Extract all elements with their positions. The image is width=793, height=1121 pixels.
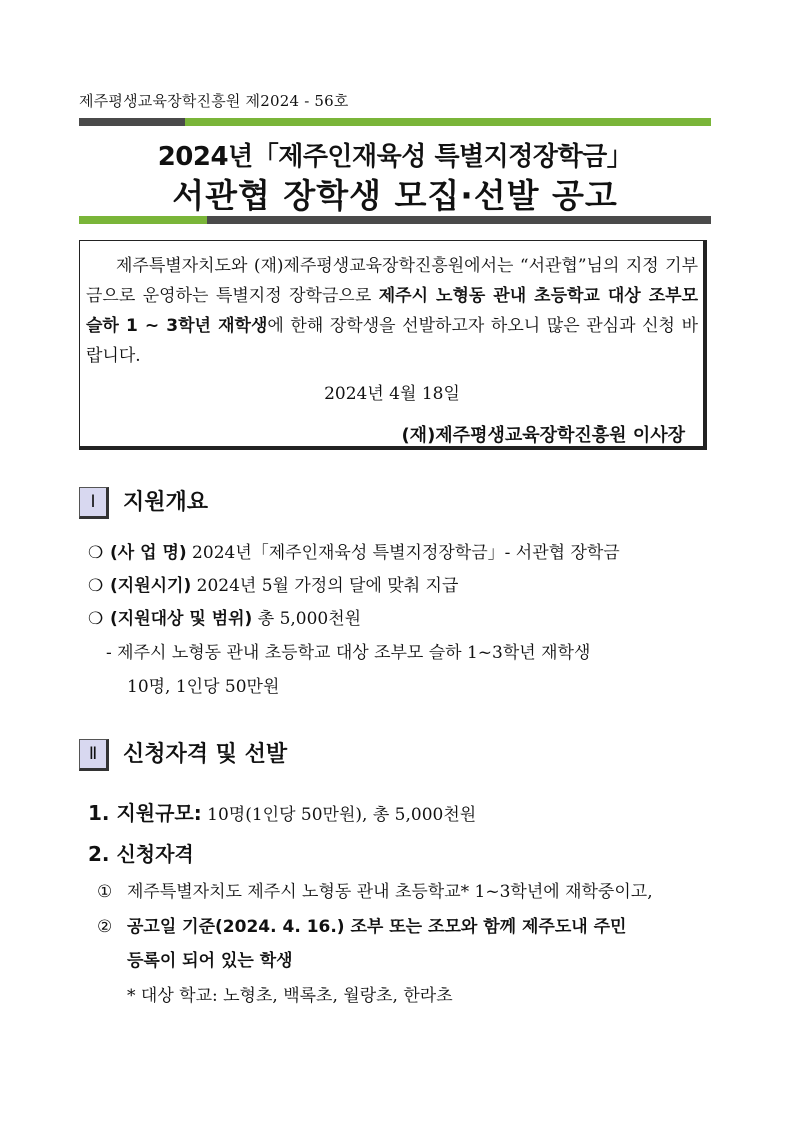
- overview-target-detail: - 제주시 노형동 관내 초등학교 대상 조부모 슬하 1~3학년 재학생: [106, 643, 591, 663]
- notice-signature: (재)제주평생교육장학진흥원 이사장: [401, 425, 685, 446]
- overview-item-target: ❍ (지원대상 및 범위) 총 5,000천원: [88, 609, 362, 629]
- notice-text: [86, 251, 698, 371]
- bullet-icon: ❍: [88, 543, 104, 563]
- header-bar-green: [185, 118, 711, 126]
- header-bar-dark: [79, 118, 185, 126]
- eligibility-heading: 2. 신청자격: [88, 842, 194, 866]
- section-2-number: Ⅱ: [79, 739, 109, 771]
- bullet-icon: ❍: [88, 609, 104, 629]
- title-bar-green: [79, 216, 207, 224]
- bullet-icon: ❍: [88, 576, 104, 596]
- section-1-number: Ⅰ: [79, 487, 109, 519]
- section-2-title: 신청자격 및 선발: [123, 742, 288, 767]
- notice-text-bold: 제주시 노형동 관내 초등학교 대상 조부모 슬하 1 ~ 3학년 재학생: [86, 286, 698, 336]
- notice-date: 2024년 4월 18일: [324, 384, 460, 404]
- overview-item-name: ❍ (사 업 명) 2024년「제주인재육성 특별지정장학금」- 서관협 장학금: [88, 543, 620, 563]
- target-schools-note: * 대상 학교: 노형초, 백록초, 월랑초, 한라초: [127, 986, 453, 1006]
- eligibility-condition-2: ② 공고일 기준(2024. 4. 16.) 조부 또는 조모와 함께 제주도내 주민: [97, 917, 627, 937]
- document-number: 제주평생교육장학진흥원 제2024 - 56호: [79, 92, 349, 110]
- notice-text-part2: 에 한해 장학생을 선발하고자 하오니 많은 관심과 신청 바랍니다.: [86, 316, 698, 366]
- overview-target-detail-cont: 10명, 1인당 50만원: [127, 677, 280, 697]
- page-subtitle: 서관협 장학생 모집·선발 공고: [172, 176, 618, 215]
- page-title: 2024년「제주인재육성 특별지정장학금」: [157, 142, 633, 172]
- support-scale: 1. 지원규모: 10명(1인당 50만원), 총 5,000천원: [88, 801, 477, 825]
- overview-item-period: ❍ (지원시기) 2024년 5월 가정의 달에 맞춰 지급: [88, 576, 459, 596]
- eligibility-condition-1: ① 제주특별자치도 제주시 노형동 관내 초등학교* 1~3학년에 재학중이고,: [97, 882, 653, 902]
- title-bar-dark: [207, 216, 711, 224]
- notice-box: [79, 240, 707, 450]
- section-1-title: 지원개요: [123, 490, 209, 515]
- eligibility-condition-2-cont: 등록이 되어 있는 학생: [127, 951, 293, 971]
- notice-text-part1: 제주특별자치도와 (재)제주평생교육장학진흥원에서는 “서관협”님의 지정 기부금으로 운영하는 특별지정 장학금으로: [86, 256, 698, 306]
